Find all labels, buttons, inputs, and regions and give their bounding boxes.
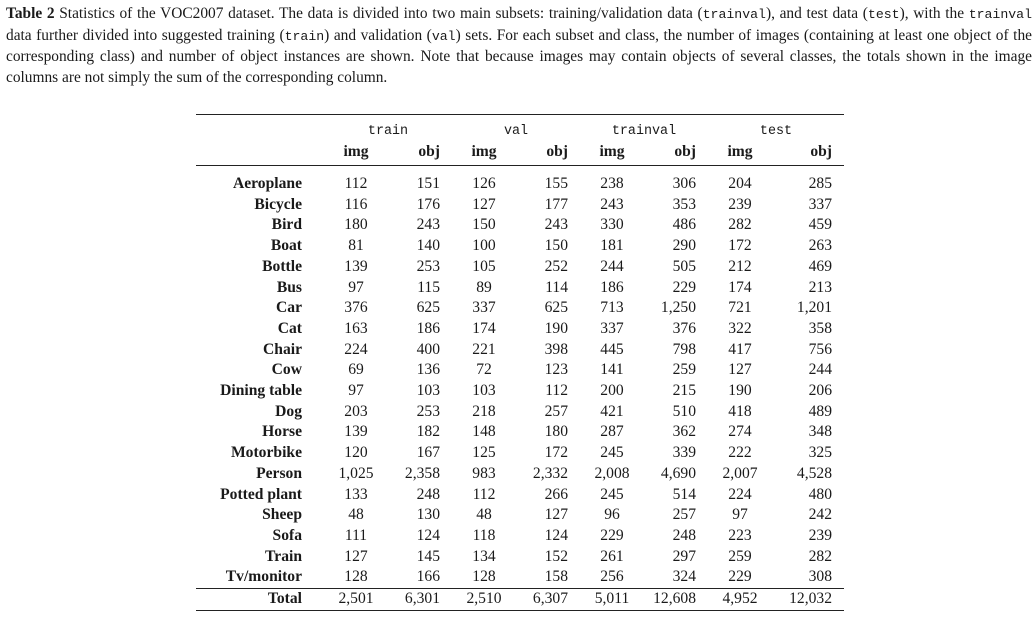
obj-count-cell: 127: [544, 506, 568, 524]
img-count-cell: 212: [728, 257, 752, 275]
subheader-obj: obj: [810, 143, 832, 160]
img-count-cell: 118: [472, 526, 496, 544]
obj-count-cell: 257: [672, 506, 696, 524]
obj-count-cell: 263: [808, 237, 832, 255]
class-label: Bird: [271, 216, 302, 234]
caption-text: Statistics of the VOC2007 dataset. The data is divided into two main subsets: training/validation data (: [54, 5, 703, 22]
class-label: Bicycle: [254, 195, 302, 213]
class-label: Tv/monitor: [225, 568, 302, 586]
obj-count-cell: 130: [416, 506, 440, 524]
obj-count-cell: 229: [672, 278, 696, 296]
obj-count-cell: 4,528: [796, 464, 832, 482]
table-row: [196, 422, 844, 443]
obj-count-cell: 158: [544, 568, 568, 586]
img-count-cell: 721: [728, 299, 752, 317]
img-count-cell: 180: [344, 216, 368, 234]
obj-count-cell: 242: [808, 506, 832, 524]
table-row: [196, 236, 844, 257]
subheader-obj: obj: [546, 143, 568, 160]
img-count-cell: 48: [348, 506, 364, 524]
img-count-cell: 120: [344, 444, 368, 462]
img-count-cell: 127: [472, 195, 496, 213]
table-row: [196, 567, 844, 588]
total-label: Total: [267, 590, 302, 608]
img-count-cell: 238: [600, 175, 624, 192]
img-count-cell: 139: [344, 423, 368, 441]
img-count-cell: 148: [472, 423, 496, 441]
subheader-obj: obj: [418, 143, 440, 160]
obj-count-cell: 480: [808, 485, 832, 503]
img-count-cell: 116: [344, 195, 368, 213]
obj-count-cell: 177: [544, 195, 568, 213]
img-count-cell: 96: [604, 506, 620, 524]
img-count-cell: 983: [472, 464, 496, 482]
img-count-cell: 128: [472, 568, 496, 586]
img-count-cell: 322: [728, 319, 752, 337]
caption-code: train: [284, 28, 325, 44]
obj-count-cell: 257: [544, 402, 568, 420]
img-count-cell: 134: [472, 547, 496, 565]
img-count-cell: 127: [728, 361, 752, 379]
table-body: [196, 115, 844, 611]
obj-count-cell: 136: [416, 361, 440, 379]
img-count-cell: 330: [600, 216, 624, 234]
obj-count-cell: 486: [672, 216, 696, 234]
table-row: [196, 319, 844, 340]
obj-count-cell: 151: [416, 175, 440, 192]
class-label: Dog: [275, 402, 302, 420]
img-count-cell: 221: [472, 340, 496, 358]
img-count-cell: 244: [600, 257, 624, 275]
caption-code: trainval: [968, 7, 1032, 22]
class-label: Aeroplane: [232, 175, 302, 192]
img-count-cell: 337: [600, 319, 624, 337]
obj-count-cell: 398: [544, 340, 568, 358]
img-count-cell: 417: [728, 340, 752, 358]
obj-count-cell: 4,690: [660, 464, 696, 482]
class-label: Dining table: [220, 382, 302, 400]
obj-count-cell: 252: [544, 257, 568, 275]
obj-count-cell: 190: [544, 319, 568, 337]
obj-count-cell: 253: [416, 402, 440, 420]
img-count-cell: 174: [728, 278, 752, 296]
group-header-train: train: [367, 124, 409, 139]
table-row: [196, 278, 844, 299]
subheader-img: img: [343, 143, 369, 160]
obj-count-cell: 358: [808, 319, 832, 337]
img-count-cell: 174: [472, 319, 496, 337]
obj-count-cell: 285: [808, 175, 832, 192]
img-count-cell: 222: [728, 444, 752, 462]
caption-text: ) and validation (: [324, 26, 432, 44]
header-rule: [196, 166, 844, 175]
obj-count-cell: 266: [544, 485, 568, 503]
img-count-cell: 48: [476, 506, 492, 524]
class-label: Sheep: [262, 506, 302, 524]
table-row: [196, 505, 844, 526]
obj-count-cell: 243: [544, 216, 568, 234]
obj-count-cell: 2,332: [532, 464, 568, 482]
table-row: [196, 402, 844, 423]
img-count-cell: 239: [728, 195, 752, 213]
subheader-img: img: [599, 143, 625, 160]
img-count-cell: 186: [600, 278, 624, 296]
total-row: [196, 589, 844, 610]
img-count-cell: 127: [344, 547, 368, 565]
img-count-cell: 141: [600, 361, 624, 379]
class-label: Horse: [262, 423, 302, 441]
img-count-cell: 97: [348, 382, 364, 400]
statistics-table: [196, 114, 844, 611]
obj-count-cell: 489: [808, 402, 832, 420]
img-count-cell: 5,011: [594, 590, 630, 608]
img-count-cell: 139: [344, 257, 368, 275]
table-label: Table 2: [6, 5, 55, 22]
table-row: [196, 381, 844, 402]
class-label: Boat: [270, 237, 302, 255]
img-count-cell: 163: [344, 319, 368, 337]
obj-count-cell: 337: [808, 195, 832, 213]
group-header-trainval: trainval: [611, 124, 677, 139]
obj-count-cell: 176: [416, 195, 440, 213]
img-count-cell: 172: [728, 237, 752, 255]
img-count-cell: 713: [600, 299, 624, 317]
obj-count-cell: 248: [672, 526, 696, 544]
table-row: [196, 340, 844, 361]
img-count-cell: 133: [344, 485, 368, 503]
obj-count-cell: 362: [672, 423, 696, 441]
img-count-cell: 203: [344, 402, 368, 420]
obj-count-cell: 114: [545, 278, 568, 296]
img-count-cell: 190: [728, 382, 752, 400]
obj-count-cell: 12,608: [653, 590, 696, 608]
table-row: [196, 298, 844, 319]
subheader-row: [196, 141, 844, 166]
img-count-cell: 2,501: [338, 590, 374, 608]
obj-count-cell: 325: [808, 444, 832, 462]
img-count-cell: 223: [728, 526, 752, 544]
img-count-cell: 100: [472, 237, 496, 255]
img-count-cell: 89: [476, 278, 492, 296]
img-count-cell: 282: [728, 216, 752, 234]
obj-count-cell: 239: [808, 526, 832, 544]
img-count-cell: 103: [472, 382, 496, 400]
obj-count-cell: 400: [416, 340, 440, 358]
caption-code: trainval: [702, 7, 766, 22]
obj-count-cell: 182: [416, 423, 440, 441]
obj-count-cell: 290: [672, 237, 696, 255]
img-count-cell: 224: [728, 485, 752, 503]
class-label: Bottle: [262, 257, 302, 275]
obj-count-cell: 167: [416, 444, 440, 462]
obj-count-cell: 259: [672, 361, 696, 379]
caption-text: ), with the: [899, 5, 969, 22]
obj-count-cell: 213: [808, 278, 832, 296]
img-count-cell: 128: [344, 568, 368, 586]
obj-count-cell: 172: [544, 444, 568, 462]
img-count-cell: 2,007: [722, 464, 758, 482]
class-label: Person: [256, 464, 302, 482]
obj-count-cell: 514: [672, 485, 696, 503]
img-count-cell: 97: [732, 506, 748, 524]
class-label: Car: [276, 299, 302, 317]
img-count-cell: 2,510: [466, 590, 502, 608]
img-count-cell: 259: [728, 547, 752, 565]
img-count-cell: 126: [472, 175, 496, 192]
caption-code: test: [867, 7, 900, 22]
obj-count-cell: 244: [808, 361, 832, 379]
table-row: [196, 195, 844, 216]
obj-count-cell: 510: [672, 402, 696, 420]
subheader-img: img: [471, 143, 497, 160]
obj-count-cell: 1,250: [660, 299, 696, 317]
table-row: [196, 360, 844, 381]
obj-count-cell: 625: [416, 299, 440, 317]
obj-count-cell: 155: [544, 175, 568, 192]
img-count-cell: 245: [600, 444, 624, 462]
caption-text: data further divided into suggested training (: [6, 26, 285, 44]
class-label: Sofa: [272, 526, 302, 544]
obj-count-cell: 339: [672, 444, 696, 462]
table-row: [196, 257, 844, 278]
obj-count-cell: 324: [672, 568, 696, 586]
img-count-cell: 69: [348, 361, 364, 379]
caption-text: ), and test data (: [765, 5, 868, 22]
table-row: [196, 547, 844, 568]
obj-count-cell: 206: [808, 382, 832, 400]
class-label: Bus: [276, 278, 302, 296]
table-row: [196, 485, 844, 506]
img-count-cell: 72: [476, 361, 492, 379]
obj-count-cell: 6,307: [532, 590, 568, 608]
obj-count-cell: 140: [416, 237, 440, 255]
table-row: [196, 526, 844, 547]
img-count-cell: 105: [472, 257, 496, 275]
table-caption: [6, 4, 1032, 88]
img-count-cell: 4,952: [722, 590, 758, 608]
obj-count-cell: 469: [808, 257, 832, 275]
subheader-img: img: [727, 143, 753, 160]
obj-count-cell: 376: [672, 319, 696, 337]
group-header-test: test: [759, 124, 793, 139]
obj-count-cell: 297: [672, 547, 696, 565]
obj-count-cell: 282: [808, 547, 832, 565]
img-count-cell: 243: [600, 195, 624, 213]
obj-count-cell: 103: [416, 382, 440, 400]
img-count-cell: 204: [728, 175, 752, 192]
class-label: Train: [265, 547, 302, 565]
img-count-cell: 274: [728, 423, 752, 441]
obj-count-cell: 115: [417, 278, 440, 296]
obj-count-cell: 459: [808, 216, 832, 234]
caption-code: val: [431, 28, 456, 44]
group-header-row: [196, 115, 844, 141]
img-count-cell: 376: [344, 299, 368, 317]
img-count-cell: 229: [600, 526, 624, 544]
caption-text: ) sets. For each subset and class, the number of images (containing at least one object of the corresponding class) and number of object instances are shown. Note that because images may contain objects of several classes, the totals shown in the image columns are not simply the sum of the corresponding column.: [6, 26, 1032, 86]
img-count-cell: 224: [344, 340, 368, 358]
obj-count-cell: 180: [544, 423, 568, 441]
obj-count-cell: 123: [544, 361, 568, 379]
img-count-cell: 261: [600, 547, 624, 565]
img-count-cell: 112: [472, 485, 496, 503]
obj-count-cell: 306: [672, 175, 696, 192]
obj-count-cell: 166: [416, 568, 440, 586]
obj-count-cell: 150: [544, 237, 568, 255]
obj-count-cell: 348: [808, 423, 832, 441]
img-count-cell: 256: [600, 568, 624, 586]
class-label: Cow: [271, 361, 302, 379]
class-label: Cat: [277, 319, 302, 337]
obj-count-cell: 124: [416, 526, 440, 544]
img-count-cell: 2,008: [594, 464, 630, 482]
obj-count-cell: 625: [544, 299, 568, 317]
img-count-cell: 1,025: [338, 464, 374, 482]
class-label: Potted plant: [220, 485, 302, 503]
group-header-val: val: [503, 124, 529, 139]
obj-count-cell: 798: [672, 340, 696, 358]
class-label: Motorbike: [230, 444, 302, 462]
obj-count-cell: 1,201: [796, 299, 832, 317]
bottom-rule: [196, 610, 844, 611]
img-count-cell: 418: [728, 402, 752, 420]
obj-count-cell: 505: [672, 257, 696, 275]
img-count-cell: 111: [344, 526, 368, 544]
table-row: [196, 174, 844, 195]
obj-count-cell: 124: [544, 526, 568, 544]
class-label: Chair: [263, 340, 302, 358]
img-count-cell: 181: [600, 237, 624, 255]
table-row: [196, 215, 844, 236]
table-row: [196, 464, 844, 485]
img-count-cell: 337: [472, 299, 496, 317]
obj-count-cell: 145: [416, 547, 440, 565]
img-count-cell: 229: [728, 568, 752, 586]
img-count-cell: 81: [348, 237, 364, 255]
img-count-cell: 200: [600, 382, 624, 400]
table-row: [196, 443, 844, 464]
obj-count-cell: 2,358: [404, 464, 440, 482]
obj-count-cell: 353: [672, 195, 696, 213]
img-count-cell: 218: [472, 402, 496, 420]
img-count-cell: 287: [600, 423, 624, 441]
obj-count-cell: 152: [544, 547, 568, 565]
subheader-obj: obj: [674, 143, 696, 160]
img-count-cell: 421: [600, 402, 624, 420]
img-count-cell: 445: [600, 340, 624, 358]
obj-count-cell: 243: [416, 216, 440, 234]
obj-count-cell: 308: [808, 568, 832, 586]
obj-count-cell: 112: [545, 382, 568, 400]
obj-count-cell: 12,032: [789, 590, 832, 608]
img-count-cell: 97: [348, 278, 364, 296]
obj-count-cell: 248: [416, 485, 440, 503]
obj-count-cell: 756: [808, 340, 832, 358]
img-count-cell: 112: [344, 175, 368, 192]
img-count-cell: 150: [472, 216, 496, 234]
img-count-cell: 125: [472, 444, 496, 462]
img-count-cell: 245: [600, 485, 624, 503]
obj-count-cell: 253: [416, 257, 440, 275]
obj-count-cell: 215: [672, 382, 696, 400]
obj-count-cell: 6,301: [404, 590, 440, 608]
obj-count-cell: 186: [416, 319, 440, 337]
